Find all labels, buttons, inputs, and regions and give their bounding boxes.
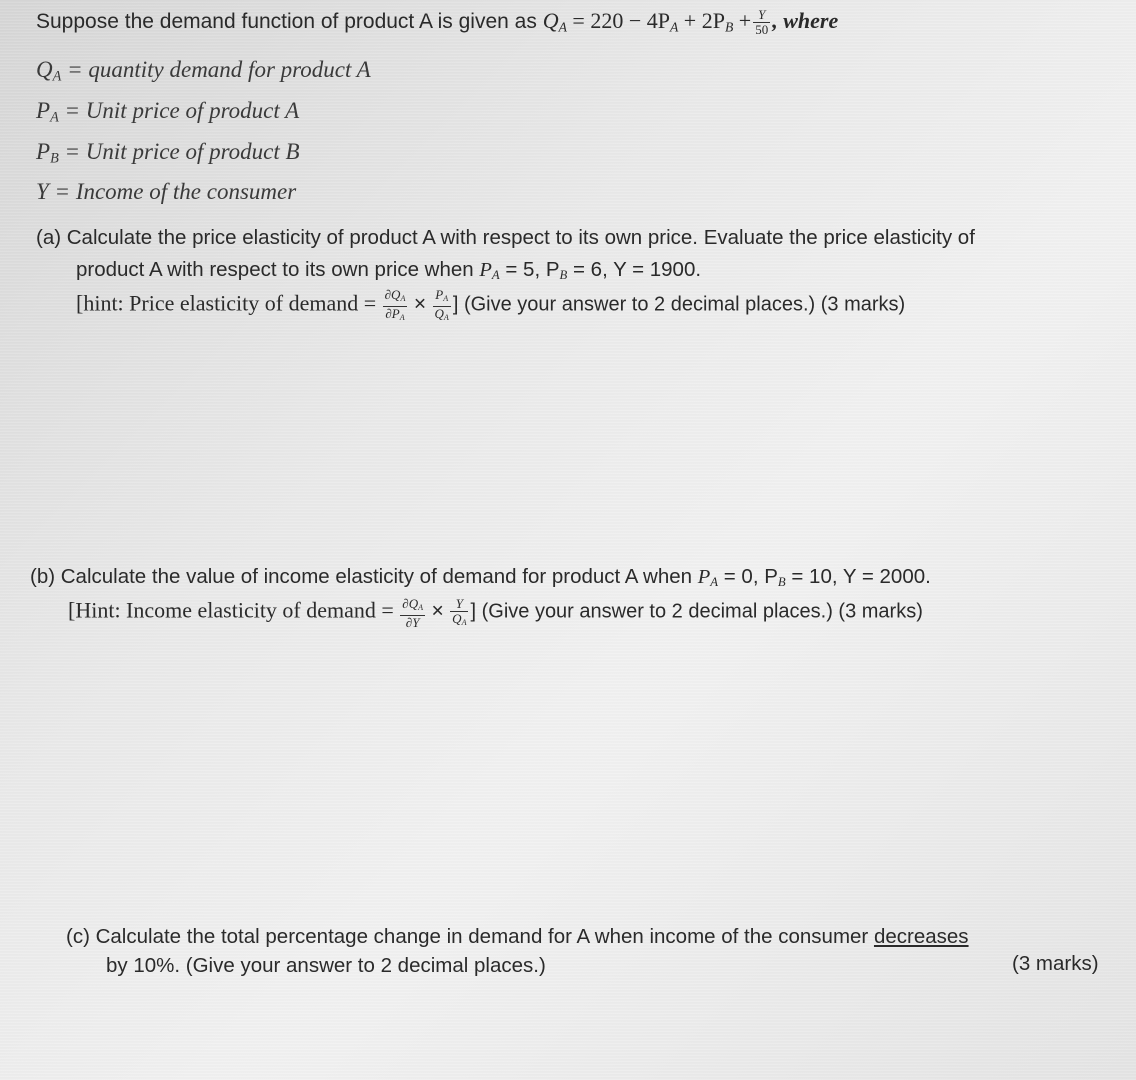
frac1-num: ∂Q — [384, 287, 401, 302]
part-b-line1-mid: = 0, P — [723, 565, 778, 588]
frac-num: Y — [753, 8, 770, 23]
part-a-line2-pre: product A with respect to its own price when — [76, 258, 474, 281]
times-sign: × — [431, 599, 444, 623]
eq-mid: + 2P — [678, 8, 725, 33]
part-b-hint — [68, 597, 923, 630]
part-b-line1: (b) Calculate the value of income elasticity of demand for product A when $P_A = 0$, $P_B = 10$, Y = 2000. — [30, 565, 931, 590]
eq-sub2: B — [724, 19, 734, 35]
part-a-hint-end: ] (Give your answer to 2 decimal places.) (3 marks) — [452, 293, 906, 316]
def-symbol: Q — [36, 57, 53, 82]
frac1-den-sub: A — [399, 313, 405, 322]
def-text: = Income of the consumer — [54, 179, 297, 204]
y-qa-fraction — [450, 597, 468, 630]
dqa-dpa-fraction — [383, 288, 408, 325]
dqa-dy-fraction — [400, 597, 425, 630]
def-sub: A — [52, 68, 62, 85]
intro-line — [36, 8, 838, 37]
eq-plus: + — [733, 8, 752, 33]
def-text: = Unit price of product B — [64, 139, 300, 164]
frac1-num: ∂Q — [402, 596, 419, 611]
def-symbol: P — [36, 139, 51, 164]
part-c-line2: by 10%. (Give your answer to 2 decimal places.) — [106, 954, 546, 977]
part-b-line1-pre: (b) Calculate the value of income elasticity of demand for product A when — [30, 565, 693, 588]
intro-text: Suppose the demand function of product A is given as — [36, 10, 537, 33]
frac2-num: Y — [450, 597, 468, 612]
part-a-line1: (a) Calculate the price elasticity of product A with respect to its own price. Evaluate the price elasticity of — [36, 226, 975, 249]
frac2-num-sub: A — [443, 294, 449, 303]
pa-sub: A — [710, 575, 719, 590]
def-symbol: P — [36, 98, 51, 123]
part-a-line2-vals: = 5, P — [505, 258, 560, 281]
def-sub: B — [50, 150, 59, 167]
decreases-underlined: decreases — [873, 925, 969, 948]
def-text: = Unit price of product A — [64, 98, 300, 123]
def-text: = quantity demand for product A — [67, 57, 371, 82]
part-c-line1 — [66, 925, 969, 949]
frac-den: 50 — [755, 22, 769, 38]
part-b-line1-end: = 10, Y = 2000. — [791, 565, 931, 588]
part-b-hint-end: ] (Give your answer to 2 decimal places.) (3 marks) — [470, 600, 923, 623]
times-sign: × — [413, 292, 427, 316]
frac2-den-sub: A — [461, 618, 467, 627]
frac2-den: Q — [452, 611, 462, 626]
pa-qa-fraction — [433, 288, 451, 325]
definition-pa — [36, 98, 299, 127]
part-a-hint-label: [hint: Price elasticity of demand = — [76, 290, 377, 316]
eq-sub1: A — [669, 19, 679, 35]
frac2-den-sub: A — [443, 313, 449, 322]
part-c-marks: (3 marks) — [1012, 952, 1099, 975]
def-sub: A — [50, 109, 59, 126]
eq-body: = 220 − 4P — [572, 8, 670, 33]
pa-sub: A — [491, 268, 500, 283]
part-c-line1-pre: (c) Calculate the total percentage change in demand for A when income of the consumer — [66, 925, 869, 948]
frac2-den: Q — [434, 306, 444, 321]
demand-equation — [542, 7, 839, 38]
part-a-line2: product A with respect to its own price when $P_A = 5$, $P_B = 6$, Y = 1900. — [76, 258, 702, 283]
part-b-hint-label: [Hint: Income elasticity of demand = — [68, 597, 394, 623]
where-word: , where — [772, 8, 839, 33]
eq-lhs-sub: A — [558, 19, 567, 35]
frac1-den: ∂Y — [405, 615, 420, 630]
eq-lhs: Q — [542, 8, 559, 33]
frac1-num-sub: A — [418, 603, 423, 612]
frac1-num-sub: A — [400, 294, 406, 303]
part-a-hint — [76, 288, 905, 325]
part-a-line2-end: = 6, Y = 1900. — [573, 258, 702, 281]
definition-qa — [36, 57, 371, 86]
frac2-num: P — [435, 287, 444, 302]
y-over-50-fraction — [753, 8, 770, 37]
definition-y — [36, 179, 296, 205]
def-symbol: Y — [36, 179, 49, 204]
definition-pb — [36, 139, 300, 168]
frac1-den: ∂P — [385, 306, 400, 321]
